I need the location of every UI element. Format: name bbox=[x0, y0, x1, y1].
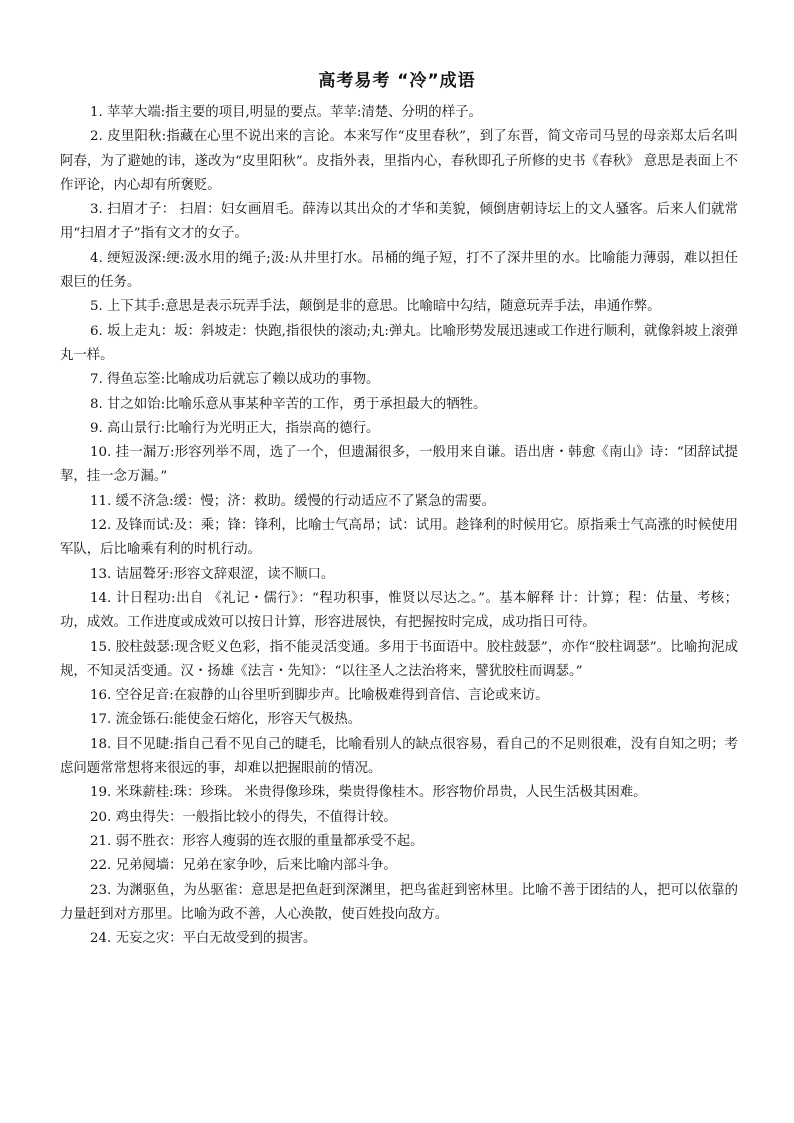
list-item bbox=[60, 490, 738, 514]
list-item bbox=[60, 417, 738, 441]
item-number: 14. bbox=[90, 590, 112, 606]
list-item bbox=[60, 198, 738, 247]
item-number: 17. bbox=[90, 712, 112, 728]
list-item bbox=[60, 854, 738, 878]
item-text: 弱不胜衣：形容人瘦弱的连衣服的重量都承受不起。 bbox=[115, 833, 424, 849]
list-item bbox=[60, 830, 738, 854]
item-number: 9. bbox=[90, 420, 103, 436]
item-text: 挂一漏万:形容列举不周，选了一个，但遗漏很多，一般用来自谦。语出唐・韩愈《南山》诗：“团辞试提挈，挂一念万漏。” bbox=[60, 445, 738, 485]
item-number: 5. bbox=[90, 299, 103, 315]
item-number: 20. bbox=[90, 809, 112, 825]
item-number: 12. bbox=[90, 518, 112, 534]
item-text: 得鱼忘筌:比喻成功后就忘了赖以成功的事物。 bbox=[107, 372, 380, 388]
item-number: 16. bbox=[90, 688, 112, 704]
item-number: 23. bbox=[90, 882, 112, 898]
item-text: 坂上走丸：坂：斜坡走：快跑,指很快的滚动;丸:弹丸。比喻形势发展迅速或工作进行顺利，就像斜坡上滚弹丸一样。 bbox=[60, 323, 738, 363]
item-number: 3. bbox=[90, 202, 103, 218]
item-text: 甘之如饴:比喻乐意从事某种辛苦的工作，勇于承担最大的牺牲。 bbox=[107, 396, 487, 412]
item-number: 10. bbox=[90, 445, 112, 461]
item-text: 为渊驱鱼，为丛驱雀：意思是把鱼赶到深渊里，把鸟雀赶到密林里。比喻不善于团结的人，把可以依靠的力量赶到对方那里。比喻为政不善，人心涣散，使百姓投向敌方。 bbox=[60, 882, 738, 922]
item-number: 7. bbox=[90, 372, 103, 388]
list-item bbox=[60, 927, 738, 951]
item-text: 空谷足音:在寂静的山谷里听到脚步声。比喻极难得到音信、言论或来访。 bbox=[115, 688, 549, 704]
item-text: 皮里阳秋:指藏在心里不说出来的言论。本来写作“皮里春秋”，到了东晋，简文帝司马昱的母亲郑太后名叫阿春，为了避她的讳，遂改为“皮里阳秋”。皮指外表，里指内心，春秋即孔子所修的史书《春秋》 意思是表面上不作评论，内心却有所褒贬。 bbox=[60, 129, 738, 193]
list-item bbox=[60, 247, 738, 296]
item-text: 高山景行:比喻行为光明正大，指崇高的德行。 bbox=[107, 420, 380, 436]
item-number: 15. bbox=[90, 639, 112, 655]
item-text: 流金铄石:能使金石熔化，形容天气极热。 bbox=[115, 712, 362, 728]
list-item bbox=[60, 441, 738, 490]
item-number: 4. bbox=[90, 250, 103, 266]
list-item bbox=[60, 101, 738, 125]
item-number: 8. bbox=[90, 396, 103, 412]
list-item bbox=[60, 806, 738, 830]
list-item bbox=[60, 879, 738, 928]
item-number: 13. bbox=[90, 566, 112, 582]
list-item bbox=[60, 320, 738, 369]
list-item bbox=[60, 295, 738, 319]
item-number: 18. bbox=[90, 736, 112, 752]
item-number: 22. bbox=[90, 858, 112, 874]
list-item bbox=[60, 684, 738, 708]
item-text: 鸡虫得失：一般指比较小的得失，不值得计较。 bbox=[115, 809, 397, 825]
list-item bbox=[60, 368, 738, 392]
list-item bbox=[60, 393, 738, 417]
idiom-list bbox=[60, 101, 738, 951]
list-item bbox=[60, 708, 738, 732]
item-text: 扫眉才子： 扫眉：妇女画眉毛。薛涛以其出众的才华和美貌，倾倒唐朝诗坛上的文人骚客。后来人们就常用“扫眉才子”指有文才的女子。 bbox=[60, 202, 738, 242]
item-text: 诘屈聱牙:形容文辞艰涩，读不顺口。 bbox=[115, 566, 335, 582]
item-number: 1. bbox=[90, 105, 103, 120]
item-text: 米珠薪桂:珠：珍珠。 米贵得像珍珠，柴贵得像桂木。形容物价昂贵，人民生活极其困难。 bbox=[115, 785, 647, 801]
item-text: 苹苹大端:指主要的项目,明显的要点。苹苹:清楚、分明的样子。 bbox=[107, 105, 482, 120]
item-text: 胶柱鼓瑟:现含贬义色彩，指不能灵活变通。多用于书面语中。胶柱鼓瑟”，亦作“胶柱调瑟”。比喻拘泥成规，不知灵活变通。汉・扬雄《法言・先知》：“以往圣人之法治将来，譬犹胶柱而调瑟。” bbox=[60, 639, 738, 679]
item-text: 绠短汲深:绠:汲水用的绳子;汲:从井里打水。吊桶的绳子短，打不了深井里的水。比喻能力薄弱，难以担任艰巨的任务。 bbox=[60, 250, 738, 291]
item-text: 兄弟阋墙：兄弟在家争吵，后来比喻内部斗争。 bbox=[115, 858, 397, 874]
item-number: 2. bbox=[90, 129, 103, 145]
list-item bbox=[60, 563, 738, 587]
item-number: 11. bbox=[90, 493, 112, 509]
item-text: 缓不济急:缓：慢；济：救助。缓慢的行动适应不了紧急的需要。 bbox=[115, 493, 496, 509]
item-text: 上下其手:意思是表示玩弄手法，颠倒是非的意思。比喻暗中勾结，随意玩弄手法，串通作弊。 bbox=[107, 299, 661, 315]
list-item bbox=[60, 781, 738, 805]
list-item bbox=[60, 125, 738, 198]
list-item bbox=[60, 587, 738, 636]
list-item bbox=[60, 733, 738, 782]
page-title: 高考易考 “冷”成语 bbox=[318, 71, 476, 91]
item-text: 及锋而试:及：乘；锋：锋利，比喻士气高昂；试：试用。趁锋利的时候用它。原指乘士气高涨的时候使用军队，后比喻乘有利的时机行动。 bbox=[60, 518, 738, 558]
item-number: 24. bbox=[90, 931, 112, 947]
list-item bbox=[60, 514, 738, 563]
item-text: 目不见睫:指自己看不见自己的睫毛，比喻看别人的缺点很容易，看自己的不足则很难，没有自知之明；考虑问题常常想将来很远的事，却难以把握眼前的情况。 bbox=[60, 736, 738, 777]
list-item bbox=[60, 636, 738, 685]
item-number: 19. bbox=[90, 785, 112, 801]
item-number: 21. bbox=[90, 833, 112, 849]
item-text: 无妄之灾：平白无故受到的损害。 bbox=[115, 931, 317, 947]
item-number: 6. bbox=[90, 323, 103, 339]
item-text: 计日程功:出自 《礼记・儒行》：“程功积事，惟贤以尽达之。”。基本解释 计：计算；程：估量、考核；功，成效。工作进度或成效可以按日计算，形容进展快，有把握按时完成，成功指日可待。 bbox=[60, 590, 738, 631]
